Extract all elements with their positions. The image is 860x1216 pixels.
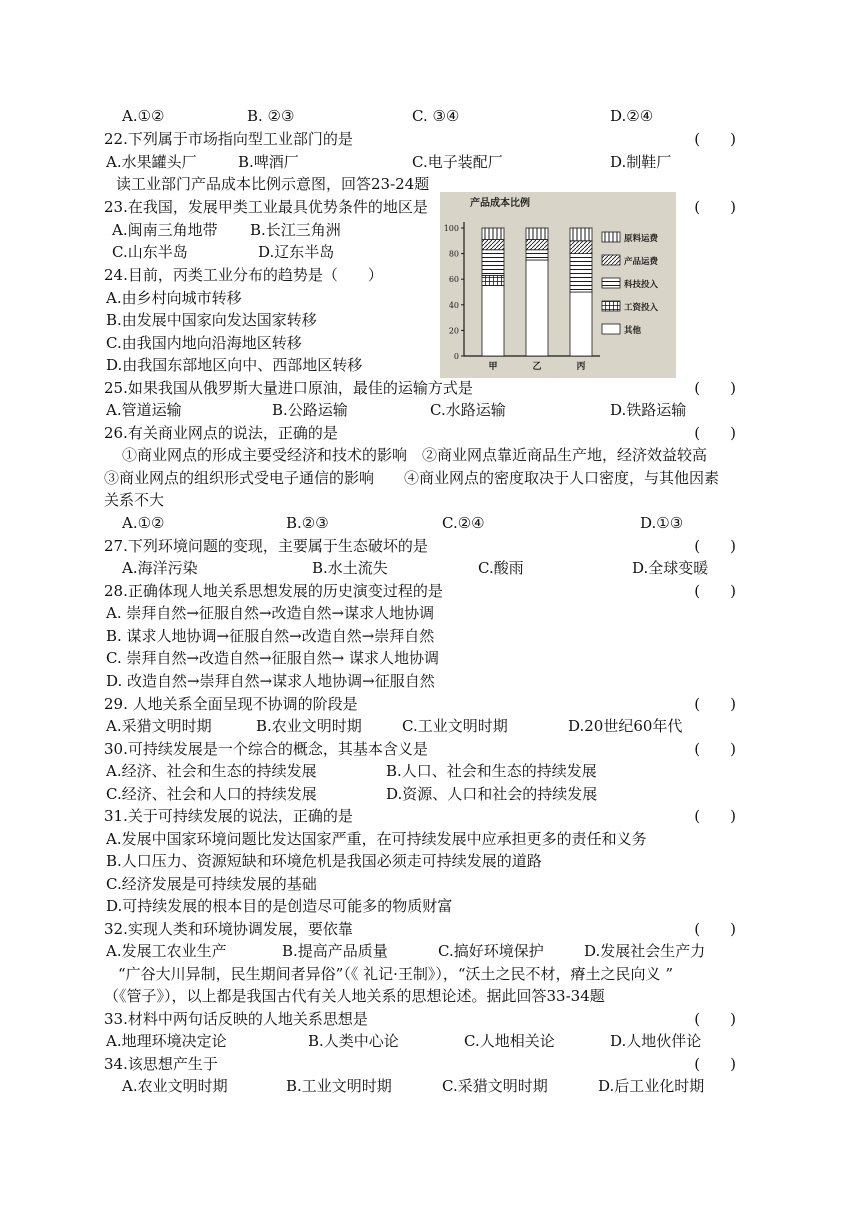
q26-statement-tail: 关系不大 — [104, 491, 165, 509]
chart-x-tick-label: 甲 — [488, 362, 498, 372]
chart-bar-segment — [526, 228, 548, 240]
q29-option-c: C.工业文明时期 — [402, 717, 508, 735]
q21-option-c: C. ③④ — [412, 107, 460, 125]
chart-bar-segment — [482, 228, 504, 240]
chart-legend-swatch — [602, 324, 620, 334]
q26-option-a: A.①② — [122, 514, 165, 532]
q22-option-c: C.电子装配厂 — [412, 153, 503, 171]
q32-answer-paren: ( ) — [694, 920, 736, 938]
q24-option-d: D.由我国东部地区向中、西部地区转移 — [106, 356, 363, 374]
q34-option-b: B.工业文明时期 — [286, 1077, 392, 1095]
chart-legend-label: 其他 — [624, 326, 642, 336]
q34-stem: 34.该思想产生于 — [104, 1055, 218, 1073]
q29-option-b: B.农业文明时期 — [256, 717, 362, 735]
q25-option-c: C.水路运输 — [430, 401, 506, 419]
chart-bar-segment — [570, 254, 592, 292]
q23-option-d: D.辽东半岛 — [258, 243, 335, 261]
material-quote: “广谷大川异制，民生期间者异俗”（《 礼记·王制》），“沃土之民不材，瘠土之民向义 ” — [118, 965, 673, 983]
q22-stem: 22.下列属于市场指向型工业部门的是 — [104, 130, 353, 148]
q29-option-d: D.20世纪60年代 — [568, 717, 683, 735]
q26-option-b: B.②③ — [286, 514, 329, 532]
q28-option-b: B. 谋求人地协调→征服自然→改造自然→崇拜自然 — [106, 627, 435, 645]
q28-stem: 28.正确体现人地关系思想发展的历史演变过程的是 — [104, 582, 443, 600]
chart-legend-swatch — [602, 278, 620, 288]
chart-y-tick-label: 40 — [448, 300, 459, 310]
q25-option-b: B.公路运输 — [272, 401, 348, 419]
q31-stem: 31.关于可持续发展的说法，正确的是 — [104, 807, 353, 825]
q32-option-a: A.发展工农业生产 — [106, 942, 227, 960]
q33-stem: 33.材料中两句话反映的人地关系思想是 — [104, 1010, 368, 1028]
chart-bar-segment — [570, 292, 592, 356]
q29-answer-paren: ( ) — [694, 695, 736, 713]
q32-option-d: D.发展社会生产力 — [584, 942, 706, 960]
q30-answer-paren: ( ) — [694, 740, 736, 758]
q26-statement-3-4: ③商业网点的组织形式受电子通信的影响 ④商业网点的密度取决于人口密度，与其他因素 — [104, 469, 720, 487]
q30-option-b: B.人口、社会和生态的持续发展 — [386, 762, 597, 780]
chart-legend-label: 科技投入 — [624, 280, 659, 290]
q34-option-d: D.后工业化时期 — [598, 1077, 705, 1095]
q23-option-b: B.长江三角洲 — [250, 221, 341, 239]
q27-stem: 27.下列环境问题的变现，主要属于生态破坏的是 — [104, 537, 428, 555]
chart-y-tick-label: 60 — [448, 275, 459, 285]
q28-answer-paren: ( ) — [694, 582, 736, 600]
chart-bar-segment — [570, 241, 592, 254]
q23-option-a: A.闽南三角地带 — [112, 221, 218, 239]
chart-y-tick-label: 80 — [448, 249, 459, 259]
chart-bar-segment — [526, 260, 548, 356]
chart-legend-swatch — [602, 255, 620, 265]
chart-title: 产品成本比例 — [470, 198, 530, 209]
q21-option-a: A.①② — [122, 107, 165, 125]
q28-option-c: C. 崇拜自然→改造自然→征服自然→ 谋求人地协调 — [106, 649, 439, 667]
q27-option-d: D.全球变暖 — [632, 559, 709, 577]
chart-legend-label: 工资投入 — [624, 303, 659, 313]
q26-statement-1-2: ①商业网点的形成主要受经济和技术的影响 ②商业网点靠近商品生产地，经济效益较高 — [122, 446, 708, 464]
read-prompt: 读工业部门产品成本比例示意图，回答23-24题 — [116, 175, 430, 193]
q28-option-a: A. 崇拜自然→征服自然→改造自然→谋求人地协调 — [106, 604, 435, 622]
chart-bar-segment — [482, 275, 504, 285]
q33-option-c: C.人地相关论 — [464, 1032, 555, 1050]
q33-answer-paren: ( ) — [694, 1010, 736, 1028]
chart-x-tick-label: 乙 — [532, 362, 542, 372]
q30-option-a: A.经济、社会和生态的持续发展 — [106, 762, 317, 780]
q30-option-c: C.经济、社会和人口的持续发展 — [106, 785, 317, 803]
chart-legend-label: 原料运费 — [624, 234, 659, 244]
q26-stem: 26.有关商业网点的说法，正确的是 — [104, 424, 338, 442]
q24-option-b: B.由发展中国家向发达国家转移 — [106, 311, 317, 329]
q26-option-c: C.②④ — [442, 514, 485, 532]
chart-bar-segment — [482, 240, 504, 250]
q32-stem: 32.实现人类和环境协调发展，要依靠 — [104, 920, 353, 938]
chart-y-tick-label: 100 — [443, 224, 459, 233]
chart-bar-segment — [526, 240, 548, 250]
q22-option-d: D.制鞋厂 — [610, 153, 672, 171]
chart-legend-swatch — [602, 232, 620, 242]
q29-option-a: A.采猎文明时期 — [106, 717, 212, 735]
material-intro: （《管子》），以上都是我国古代有关人地关系的思想论述。据此回答33-34题 — [104, 987, 605, 1005]
q34-option-a: A.农业文明时期 — [122, 1077, 228, 1095]
q27-option-c: C.酸雨 — [478, 559, 524, 577]
q27-answer-paren: ( ) — [694, 537, 736, 555]
chart-bar-segment — [482, 250, 504, 276]
q27-option-b: B.水土流失 — [312, 559, 388, 577]
chart-x-tick-label: 丙 — [576, 362, 586, 372]
chart-legend-label: 产品运费 — [624, 257, 659, 267]
q31-option-a: A.发展中国家环境问题比发达国家严重，在可持续发展中应承担更多的责任和义务 — [106, 830, 647, 848]
q33-option-a: A.地理环境决定论 — [106, 1032, 227, 1050]
chart-y-tick-label: 20 — [448, 326, 459, 336]
q25-option-a: A.管道运输 — [106, 401, 182, 419]
q31-answer-paren: ( ) — [694, 807, 736, 825]
q22-option-b: B.啤酒厂 — [238, 153, 299, 171]
q30-option-d: D.资源、人口和社会的持续发展 — [386, 785, 598, 803]
q22-answer-paren: ( ) — [694, 130, 736, 148]
q26-option-d: D.①③ — [640, 514, 684, 532]
chart-y-tick-label: 0 — [453, 352, 459, 361]
q25-stem: 25.如果我国从俄罗斯大量进口原油，最佳的运输方式是 — [104, 379, 473, 397]
q34-answer-paren: ( ) — [694, 1055, 736, 1073]
q28-option-d: D. 改造自然→崇拜自然→谋求人地协调→征服自然 — [106, 672, 435, 690]
q22-option-a: A.水果罐头厂 — [106, 153, 197, 171]
q32-option-b: B.提高产品质量 — [282, 942, 388, 960]
q23-stem: 23.在我国，发展甲类工业最具优势条件的地区是 — [104, 198, 428, 216]
q24-stem: 24.目前，丙类工业分布的趋势是（ ） — [104, 266, 383, 284]
chart-bar-segment — [526, 250, 548, 260]
q32-option-c: C.搞好环境保护 — [438, 942, 544, 960]
q27-option-a: A.海洋污染 — [122, 559, 198, 577]
q24-option-c: C.由我国内地向沿海地区转移 — [106, 334, 302, 352]
q31-option-c: C.经济发展是可持续发展的基础 — [106, 875, 317, 893]
product-cost-chart — [440, 192, 676, 378]
q23-answer-paren: ( ) — [694, 198, 736, 216]
q25-option-d: D.铁路运输 — [610, 401, 687, 419]
chart-bar-segment — [570, 228, 592, 241]
q24-option-a: A.由乡村向城市转移 — [106, 289, 242, 307]
q33-option-b: B.人类中心论 — [308, 1032, 399, 1050]
q23-option-c: C.山东半岛 — [112, 243, 188, 261]
q31-option-d: D.可持续发展的根本目的是创造尽可能多的物质财富 — [106, 897, 453, 915]
q33-option-d: D.人地伙伴论 — [610, 1032, 702, 1050]
q29-stem: 29. 人地关系全面呈现不协调的阶段是 — [104, 695, 358, 713]
q30-stem: 30.可持续发展是一个综合的概念，其基本含义是 — [104, 740, 428, 758]
chart-bar-segment — [482, 286, 504, 356]
q25-answer-paren: ( ) — [694, 379, 736, 397]
chart-legend-swatch — [602, 301, 620, 311]
q26-answer-paren: ( ) — [694, 424, 736, 442]
q31-option-b: B.人口压力、资源短缺和环境危机是我国必须走可持续发展的道路 — [106, 852, 542, 870]
q21-option-b: B. ②③ — [247, 107, 295, 125]
q21-option-d: D.②④ — [610, 107, 654, 125]
q34-option-c: C.采猎文明时期 — [442, 1077, 548, 1095]
